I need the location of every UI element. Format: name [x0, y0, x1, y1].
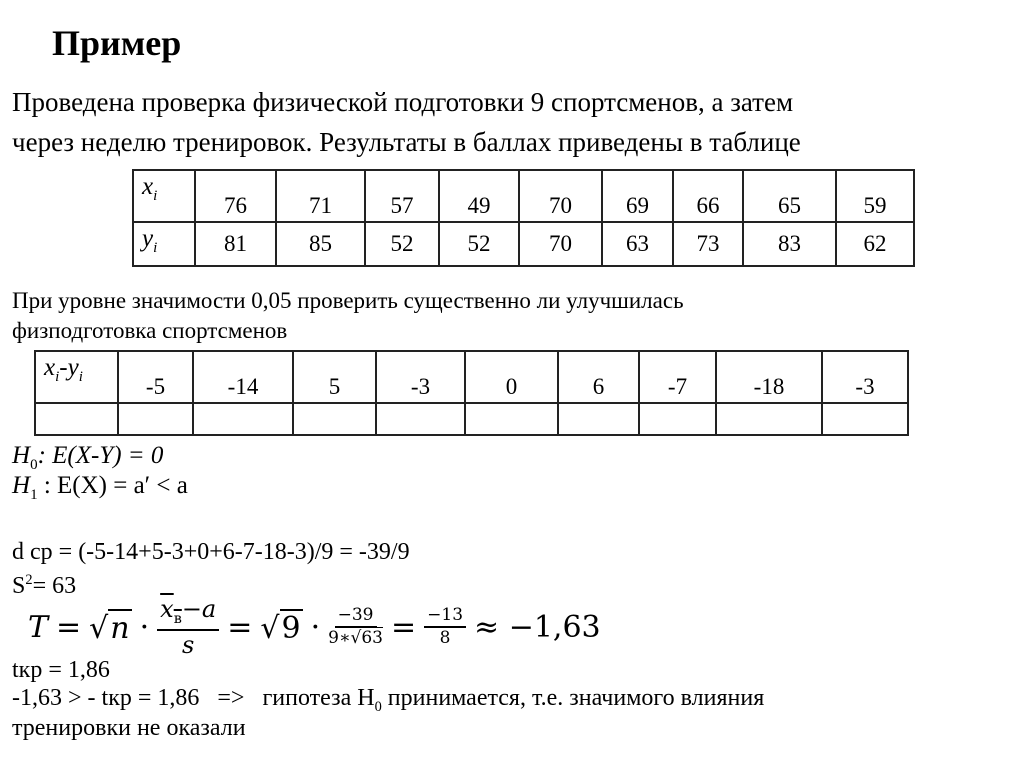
comparison-conclusion: -1,63 > - tкр = 1,86 => гипотеза $H_0$ принимается, т.е. значимого влияния — [12, 685, 765, 715]
conclusion-line: тренировки не оказали — [12, 715, 246, 741]
mean-difference: d ср = (-5-14+5-3+0+6-7-18-3)/9 = -39/9 — [12, 539, 410, 565]
dot-operator: · — [310, 609, 321, 645]
empty-cell — [118, 403, 193, 435]
cell-x-5: 70 — [519, 170, 602, 222]
cell-diff-8: -18 — [716, 351, 822, 403]
cell-x-3: 57 — [365, 170, 439, 222]
task-paragraph — [12, 286, 684, 346]
cell-diff-1: -5 — [118, 351, 193, 403]
dot-operator: · — [139, 609, 150, 645]
cell-diff-3: 5 — [293, 351, 376, 403]
sqrt-n: √ n — [89, 610, 130, 646]
empty-cell — [465, 403, 558, 435]
cell-diff-5: 0 — [465, 351, 558, 403]
cell-y-9: 62 — [836, 222, 914, 266]
table-row-x — [133, 170, 914, 222]
row-label-x: $x_i$ — [133, 170, 195, 222]
approx-result: ≈ −1,63 — [474, 609, 601, 645]
cell-x-2: 71 — [276, 170, 365, 222]
cell-diff-6: 6 — [558, 351, 639, 403]
null-hypothesis: $H_0$: E(X-Y) = 0 — [12, 442, 164, 473]
fraction-2: $\frac{-39}{9∗√63}$ — [328, 605, 383, 648]
alternative-hypothesis: $H_1$ : E(X) = a′ < a — [12, 472, 188, 503]
scores-table — [132, 169, 915, 267]
cell-y-7: 73 — [673, 222, 743, 266]
table-row-y — [133, 222, 914, 266]
cell-y-8: 83 — [743, 222, 836, 266]
critical-value: tкр = 1,86 — [12, 657, 110, 683]
empty-cell — [558, 403, 639, 435]
empty-cell — [35, 403, 118, 435]
slide-title: Пример — [52, 23, 182, 63]
cell-x-1: 76 — [195, 170, 276, 222]
equals-sign: = — [56, 609, 82, 645]
row-label-diff: $x_i-y_i$ — [35, 351, 118, 403]
differences-table — [34, 350, 909, 436]
cell-y-2: 85 — [276, 222, 365, 266]
task-line-1: При уровне значимости 0,05 проверить существенно ли улучшилась — [12, 288, 684, 313]
cell-diff-2: -14 — [193, 351, 293, 403]
empty-cell — [822, 403, 908, 435]
empty-cell — [716, 403, 822, 435]
table-row-empty — [35, 403, 908, 435]
cell-x-7: 66 — [673, 170, 743, 222]
cell-diff-9: -3 — [822, 351, 908, 403]
t-statistic-formula — [28, 596, 601, 658]
intro-line-1: Проведена проверка физической подготовки 9 спортсменов, а затем — [12, 87, 794, 117]
variance: $S^2= 63$ — [12, 572, 77, 599]
cell-x-8: 65 — [743, 170, 836, 222]
cell-diff-7: -7 — [639, 351, 716, 403]
intro-paragraph — [12, 82, 801, 162]
table-row-diff — [35, 351, 908, 403]
cell-x-4: 49 — [439, 170, 519, 222]
cell-diff-4: -3 — [376, 351, 465, 403]
fraction-3: $\frac{-13}{8}$ — [424, 607, 466, 647]
cell-x-6: 69 — [602, 170, 673, 222]
cell-y-5: 70 — [519, 222, 602, 266]
cell-x-9: 59 — [836, 170, 914, 222]
formula-lhs: T — [28, 609, 49, 645]
empty-cell — [376, 403, 465, 435]
fraction-1: $\frac{x_в-a}{s}$ — [157, 597, 219, 656]
empty-cell — [293, 403, 376, 435]
cell-y-4: 52 — [439, 222, 519, 266]
cell-y-6: 63 — [602, 222, 673, 266]
equals-sign: = — [391, 609, 417, 645]
row-label-y: $y_i$ — [133, 222, 195, 266]
empty-cell — [193, 403, 293, 435]
task-line-2: физподготовка спортсменов — [12, 318, 288, 343]
intro-line-2: через неделю тренировок. Результаты в баллах приведены в таблице — [12, 127, 801, 157]
cell-y-1: 81 — [195, 222, 276, 266]
equals-sign: = — [227, 609, 253, 645]
cell-y-3: 52 — [365, 222, 439, 266]
sqrt-9: √ 9 — [260, 610, 301, 646]
empty-cell — [639, 403, 716, 435]
